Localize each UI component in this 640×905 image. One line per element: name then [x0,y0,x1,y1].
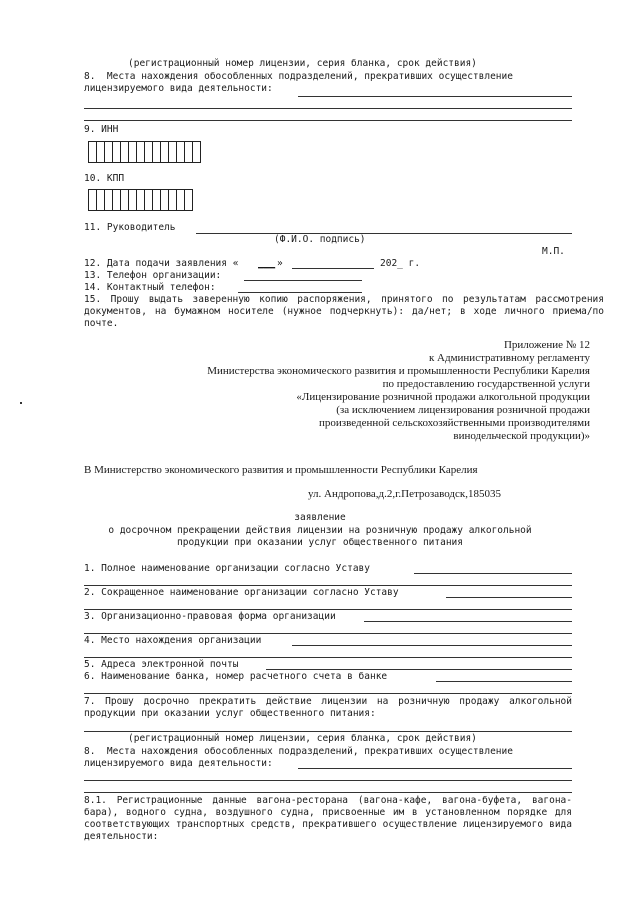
field-6-input-2[interactable] [84,693,572,694]
inn-cell[interactable] [192,141,201,163]
field-3-input[interactable] [364,621,572,622]
application-title: заявление [294,512,346,523]
field-4-input-2[interactable] [84,657,572,658]
item-8-fill-line-2[interactable] [84,108,572,109]
appendix-licensing: «Лицензирование розничной продажи алкогольной продукции [296,391,590,403]
field-2-input-2[interactable] [84,609,572,610]
inn-label: 9. ИНН [84,124,119,135]
contact-phone-fill[interactable] [238,292,362,293]
kpp-cells[interactable] [88,189,192,211]
field-8-input[interactable] [298,768,572,769]
appendix-ministry: Министерства экономического развития и промышленности Республики Карелия [207,365,590,377]
appendix-wine: винодельческой продукции)» [453,430,590,442]
kpp-label: 10. КПП [84,173,125,184]
field-4-label: 4. Место нахождения организации [84,635,262,646]
field-8-1-text: 8.1. Регистрационные данные вагона-ресторана (вагона-кафе, вагона-буфета, вагона-бара), водного судна, воздушного судна, присвоенные им в установленном порядке для соответствующих транспортных средств, прекратившего осуществление лицензируемого вида деятельности: [84,795,572,842]
field-8-line2: лицензируемого вида деятельности: [84,758,273,769]
field-2-label: 2. Сокращенное наименование организации согласно Уставу [84,587,399,598]
item-8-line2-top: лицензируемого вида деятельности: [84,83,273,94]
addressee-ministry: В Министерство экономического развития и промышленности Республики Карелия [84,464,478,476]
field-2-input[interactable] [446,597,572,598]
appendix-service: по предоставлению государственной услуги [382,378,590,390]
appendix-regulation: к Административному регламенту [428,352,590,364]
fio-caption: (Ф.И.О. подпись) [274,234,366,245]
field-4-input[interactable] [292,645,572,646]
margin-mark [20,402,22,404]
field-1-label: 1. Полное наименование организации согласно Уставу [84,563,370,574]
field-5-label: 5. Адреса электронной почты [84,659,239,670]
item-8-fill-line[interactable] [298,96,572,97]
contact-phone-label: 14. Контактный телефон: [84,282,216,293]
field-1-input[interactable] [414,573,572,574]
head-label: 11. Руководитель [84,222,176,233]
field-8-input-3[interactable] [84,792,572,793]
date-day-blank[interactable]: ___ [258,258,276,269]
item-8-fill-line-3[interactable] [84,120,572,121]
stamp-place: М.П. [542,246,565,257]
field-6-label: 6. Наименование банка, номер расчетного счета в банке [84,671,388,682]
appendix-exception: (за исключением лицензирования розничной продажи [336,404,590,416]
org-phone-fill[interactable] [244,280,362,281]
field-8-line1: 8. Места нахождения обособленных подразделений, прекративших осуществление [84,746,513,757]
inn-cells[interactable] [88,141,200,163]
item-8-line1-top: 8. Места нахождения обособленных подразделений, прекративших осуществление [84,71,513,82]
field-6-input[interactable] [436,681,572,682]
field-1-input-2[interactable] [84,585,572,586]
field-7-text: 7. Прошу досрочно прекратить действие лицензии на розничную продажу алкогольной продукции при оказании услуг общественного питания: [84,696,572,719]
field-3-label: 3. Организационно-правовая форма организации [84,611,336,622]
license-caption-top: (регистрационный номер лицензии, серия бланка, срок действия) [128,58,477,69]
appendix-producers: произведенной сельскохозяйственными производителями [319,417,590,429]
field-8-input-2[interactable] [84,780,572,781]
application-subtitle-1: о досрочном прекращении действия лицензии на розничную продажу алкогольной [108,525,532,536]
date-month-fill[interactable] [292,268,374,269]
field-3-input-2[interactable] [84,633,572,634]
kpp-cell[interactable] [184,189,193,211]
appendix-number: Приложение № 12 [503,339,590,351]
date-quote-close: » [277,258,283,269]
head-fill-line[interactable] [196,233,572,234]
addressee-address: ул. Андропова,д.2,г.Петрозаводск,185035 [308,488,501,500]
org-phone-label: 13. Телефон организации: [84,270,222,281]
date-year: 202_ г. [380,258,421,269]
field-5-input[interactable] [266,669,572,670]
application-subtitle-2: продукции при оказании услуг общественного питания [177,537,463,548]
field-7-input[interactable] [84,731,572,732]
item-15-text: 15. Прошу выдать заверенную копию распоряжения, принятого по результатам рассмотрения документов, на бумажном носителе (нужное подчеркнуть): да/нет; в ходе личного приема/по почте. [84,294,604,329]
license-caption-bottom: (регистрационный номер лицензии, серия бланка, срок действия) [128,733,477,744]
date-label: 12. Дата подачи заявления « [84,258,239,269]
